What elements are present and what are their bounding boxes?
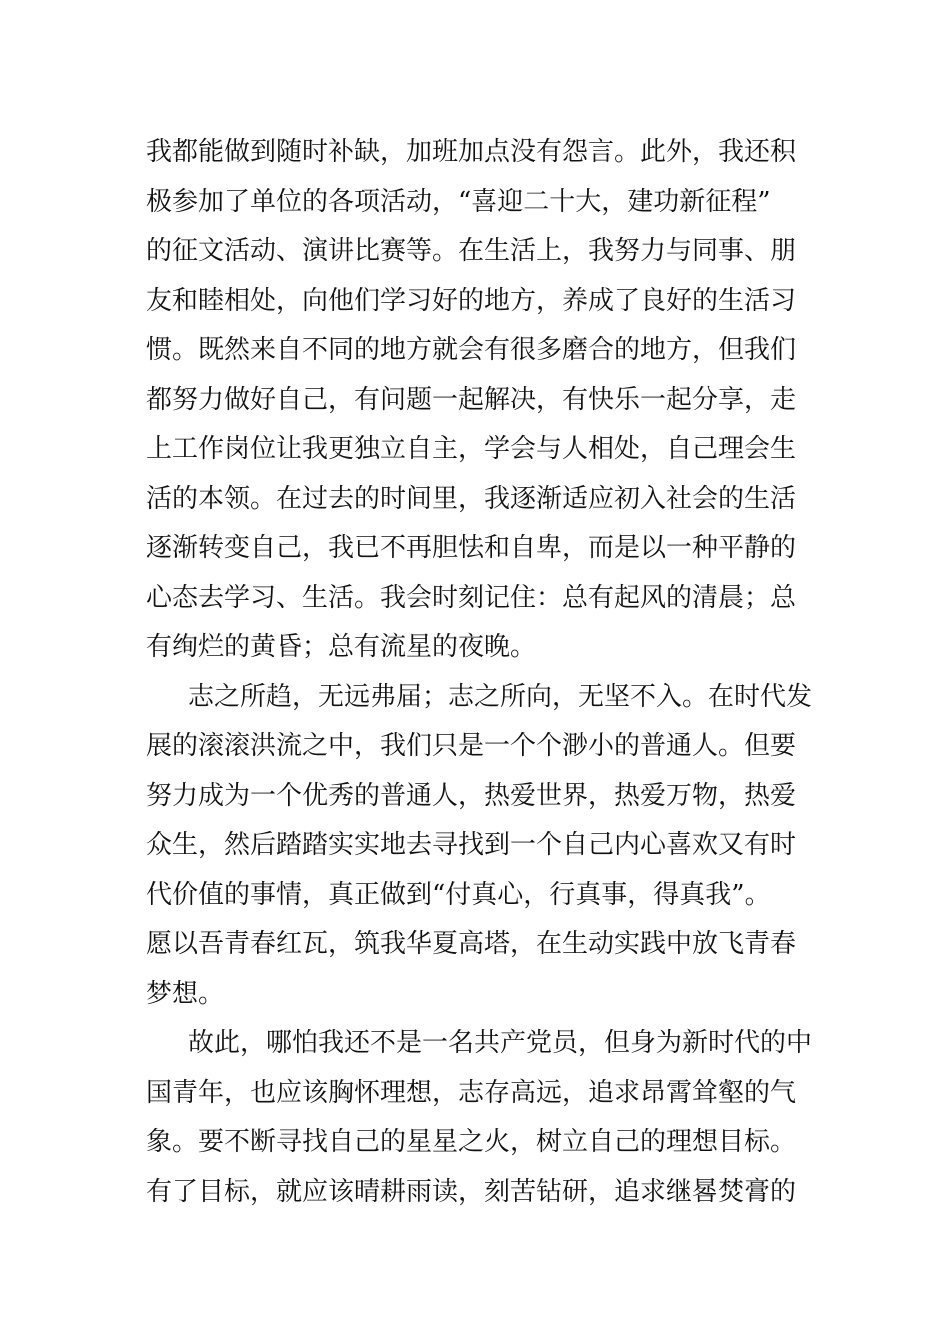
- text-line: 愿以吾青春红瓦，筑我华夏高塔，在生动实践中放飞青春: [146, 929, 797, 959]
- text-line: 展的滚滚洪流之中，我们只是一个个渺小的普通人。但要: [146, 731, 797, 761]
- text-line: 众生，然后踏踏实实地去寻找到一个自己内心喜欢又有时: [146, 830, 797, 860]
- text-line: 有绚烂的黄昏；总有流星的夜晚。: [146, 632, 537, 662]
- text-line: 的征文活动、演讲比赛等。在生活上，我努力与同事、朋: [146, 236, 797, 266]
- paragraph-3: [146, 1019, 816, 1217]
- text-line: 惯。既然来自不同的地方就会有很多磨合的地方，但我们: [146, 335, 797, 365]
- text-line: 故此，哪怕我还不是一名共产党员，但身为新时代的中: [188, 1028, 813, 1058]
- paragraph-1: [146, 128, 816, 673]
- paragraph-2: [146, 673, 816, 1020]
- text-line: 象。要不断寻找自己的星星之火，树立自己的理想目标。: [146, 1127, 797, 1157]
- text-line: 梦想。: [146, 978, 225, 1009]
- text-line: 友和睦相处，向他们学习好的地方，养成了良好的生活习: [146, 285, 797, 316]
- text-line: 上工作岗位让我更独立自主，学会与人相处，自己理会生: [146, 434, 797, 464]
- text-line: 活的本领。在过去的时间里，我逐渐适应初入社会的生活: [146, 483, 797, 514]
- text-line: 极参加了单位的各项活动，“喜迎二十大，建功新征程”: [146, 186, 771, 217]
- text-line: 国青年，也应该胸怀理想，志存高远，追求昂霄耸壑的气: [146, 1077, 797, 1108]
- text-line: 努力成为一个优秀的普通人，热爱世界，热爱万物，热爱: [146, 780, 797, 811]
- text-line: 都努力做好自己，有问题一起解决，有快乐一起分享，走: [146, 384, 797, 415]
- text-line: 有了目标，就应该晴耕雨读，刻苦钻研，追求继晷焚膏的: [146, 1176, 797, 1207]
- text-line: 我都能做到随时补缺，加班加点没有怨言。此外，我还积: [146, 137, 797, 167]
- text-line: 代价值的事情，真正做到“付真心，行真事，得真我”。: [146, 879, 771, 910]
- text-line: 逐渐转变自己，我已不再胆怯和自卑，而是以一种平静的: [146, 533, 797, 563]
- body-text: [146, 128, 816, 1217]
- text-line: 志之所趋，无远弗届；志之所向，无坚不入。在时代发: [188, 681, 813, 712]
- text-line: 心态去学习、生活。我会时刻记住：总有起风的清晨；总: [146, 582, 797, 613]
